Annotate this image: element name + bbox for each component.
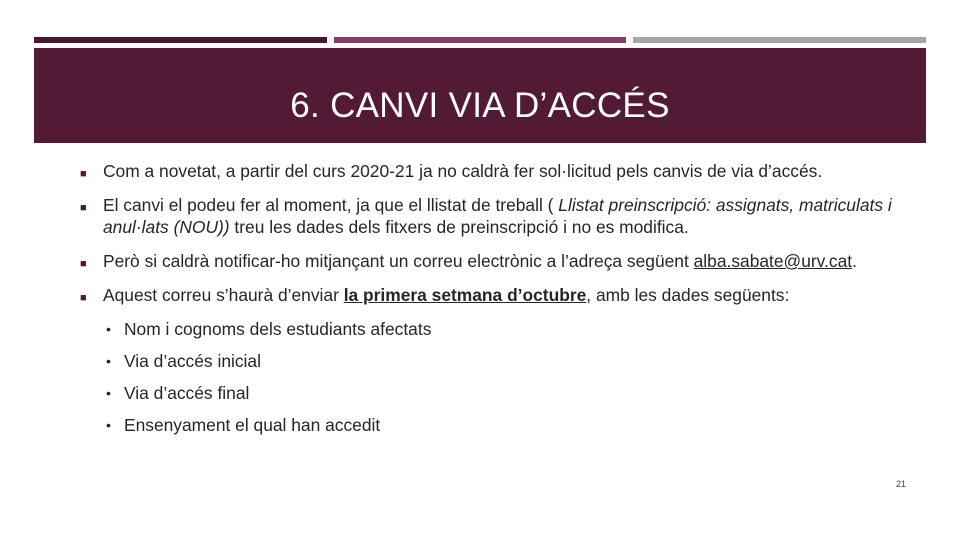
bullet-3 (78, 250, 908, 272)
sub-bullet-4-text: Ensenyament el qual han accedit (124, 415, 381, 435)
bullet-2-list-name: Llistat preinscripció: assignats, matriculats i anul·lats (NOU)) (103, 195, 892, 237)
bullet-1-text: Com a novetat, a partir del curs 2020-21 ja no caldrà fer sol·licitud pels canvis de via d’accés. (103, 161, 823, 181)
sub-bullet-1-text: Nom i cognoms dels estudiants afectats (124, 319, 432, 339)
bullet-2-text-post: treu les dades dels fitxers de preinscripció i no es modifica. (229, 217, 689, 237)
sub-bullet-3-text: Via d’accés final (124, 383, 250, 403)
email-link[interactable]: alba.sabate@urv.cat (693, 251, 853, 271)
bullet-4 (78, 284, 908, 306)
sub-bullet-1 (78, 318, 908, 340)
bullet-3-text-pre: Però si caldrà notificar-ho mitjançant un correu electrònic a l’adreça següent (103, 251, 694, 271)
dot-bullet-icon: • (106, 385, 111, 401)
slide-title: 6. CANVI VIA D’ACCÉS (290, 86, 670, 125)
dot-bullet-icon: • (106, 417, 111, 433)
decor-bar-1 (34, 37, 327, 43)
square-bullet-icon: ■ (80, 168, 87, 180)
bullet-4-text-post: , amb les dades següents: (586, 285, 790, 305)
bullet-4-text-pre: Aquest correu s’haurà d’enviar (103, 285, 344, 305)
bullet-1 (78, 160, 908, 182)
dot-bullet-icon: • (106, 321, 111, 337)
page-number: 21 (896, 479, 907, 489)
bullet-3-text-post: . (852, 251, 857, 271)
dot-bullet-icon: • (106, 353, 111, 369)
square-bullet-icon: ■ (80, 258, 87, 270)
square-bullet-icon: ■ (80, 202, 87, 214)
title-band (34, 48, 926, 143)
decor-bar-3 (633, 37, 926, 43)
square-bullet-icon: ■ (80, 292, 87, 304)
sub-bullet-4 (78, 414, 908, 436)
sub-bullet-2 (78, 350, 908, 372)
sub-bullet-2-text: Via d’accés inicial (124, 351, 261, 371)
sub-bullet-3 (78, 382, 908, 404)
decor-bar-2 (334, 37, 626, 43)
bullet-4-deadline: la primera setmana d’octubre (343, 285, 587, 305)
bullet-2-text-pre: El canvi el podeu fer al moment, ja que el llistat de treball ( (103, 195, 559, 215)
slide-content (78, 160, 908, 446)
bullet-2 (78, 194, 908, 238)
